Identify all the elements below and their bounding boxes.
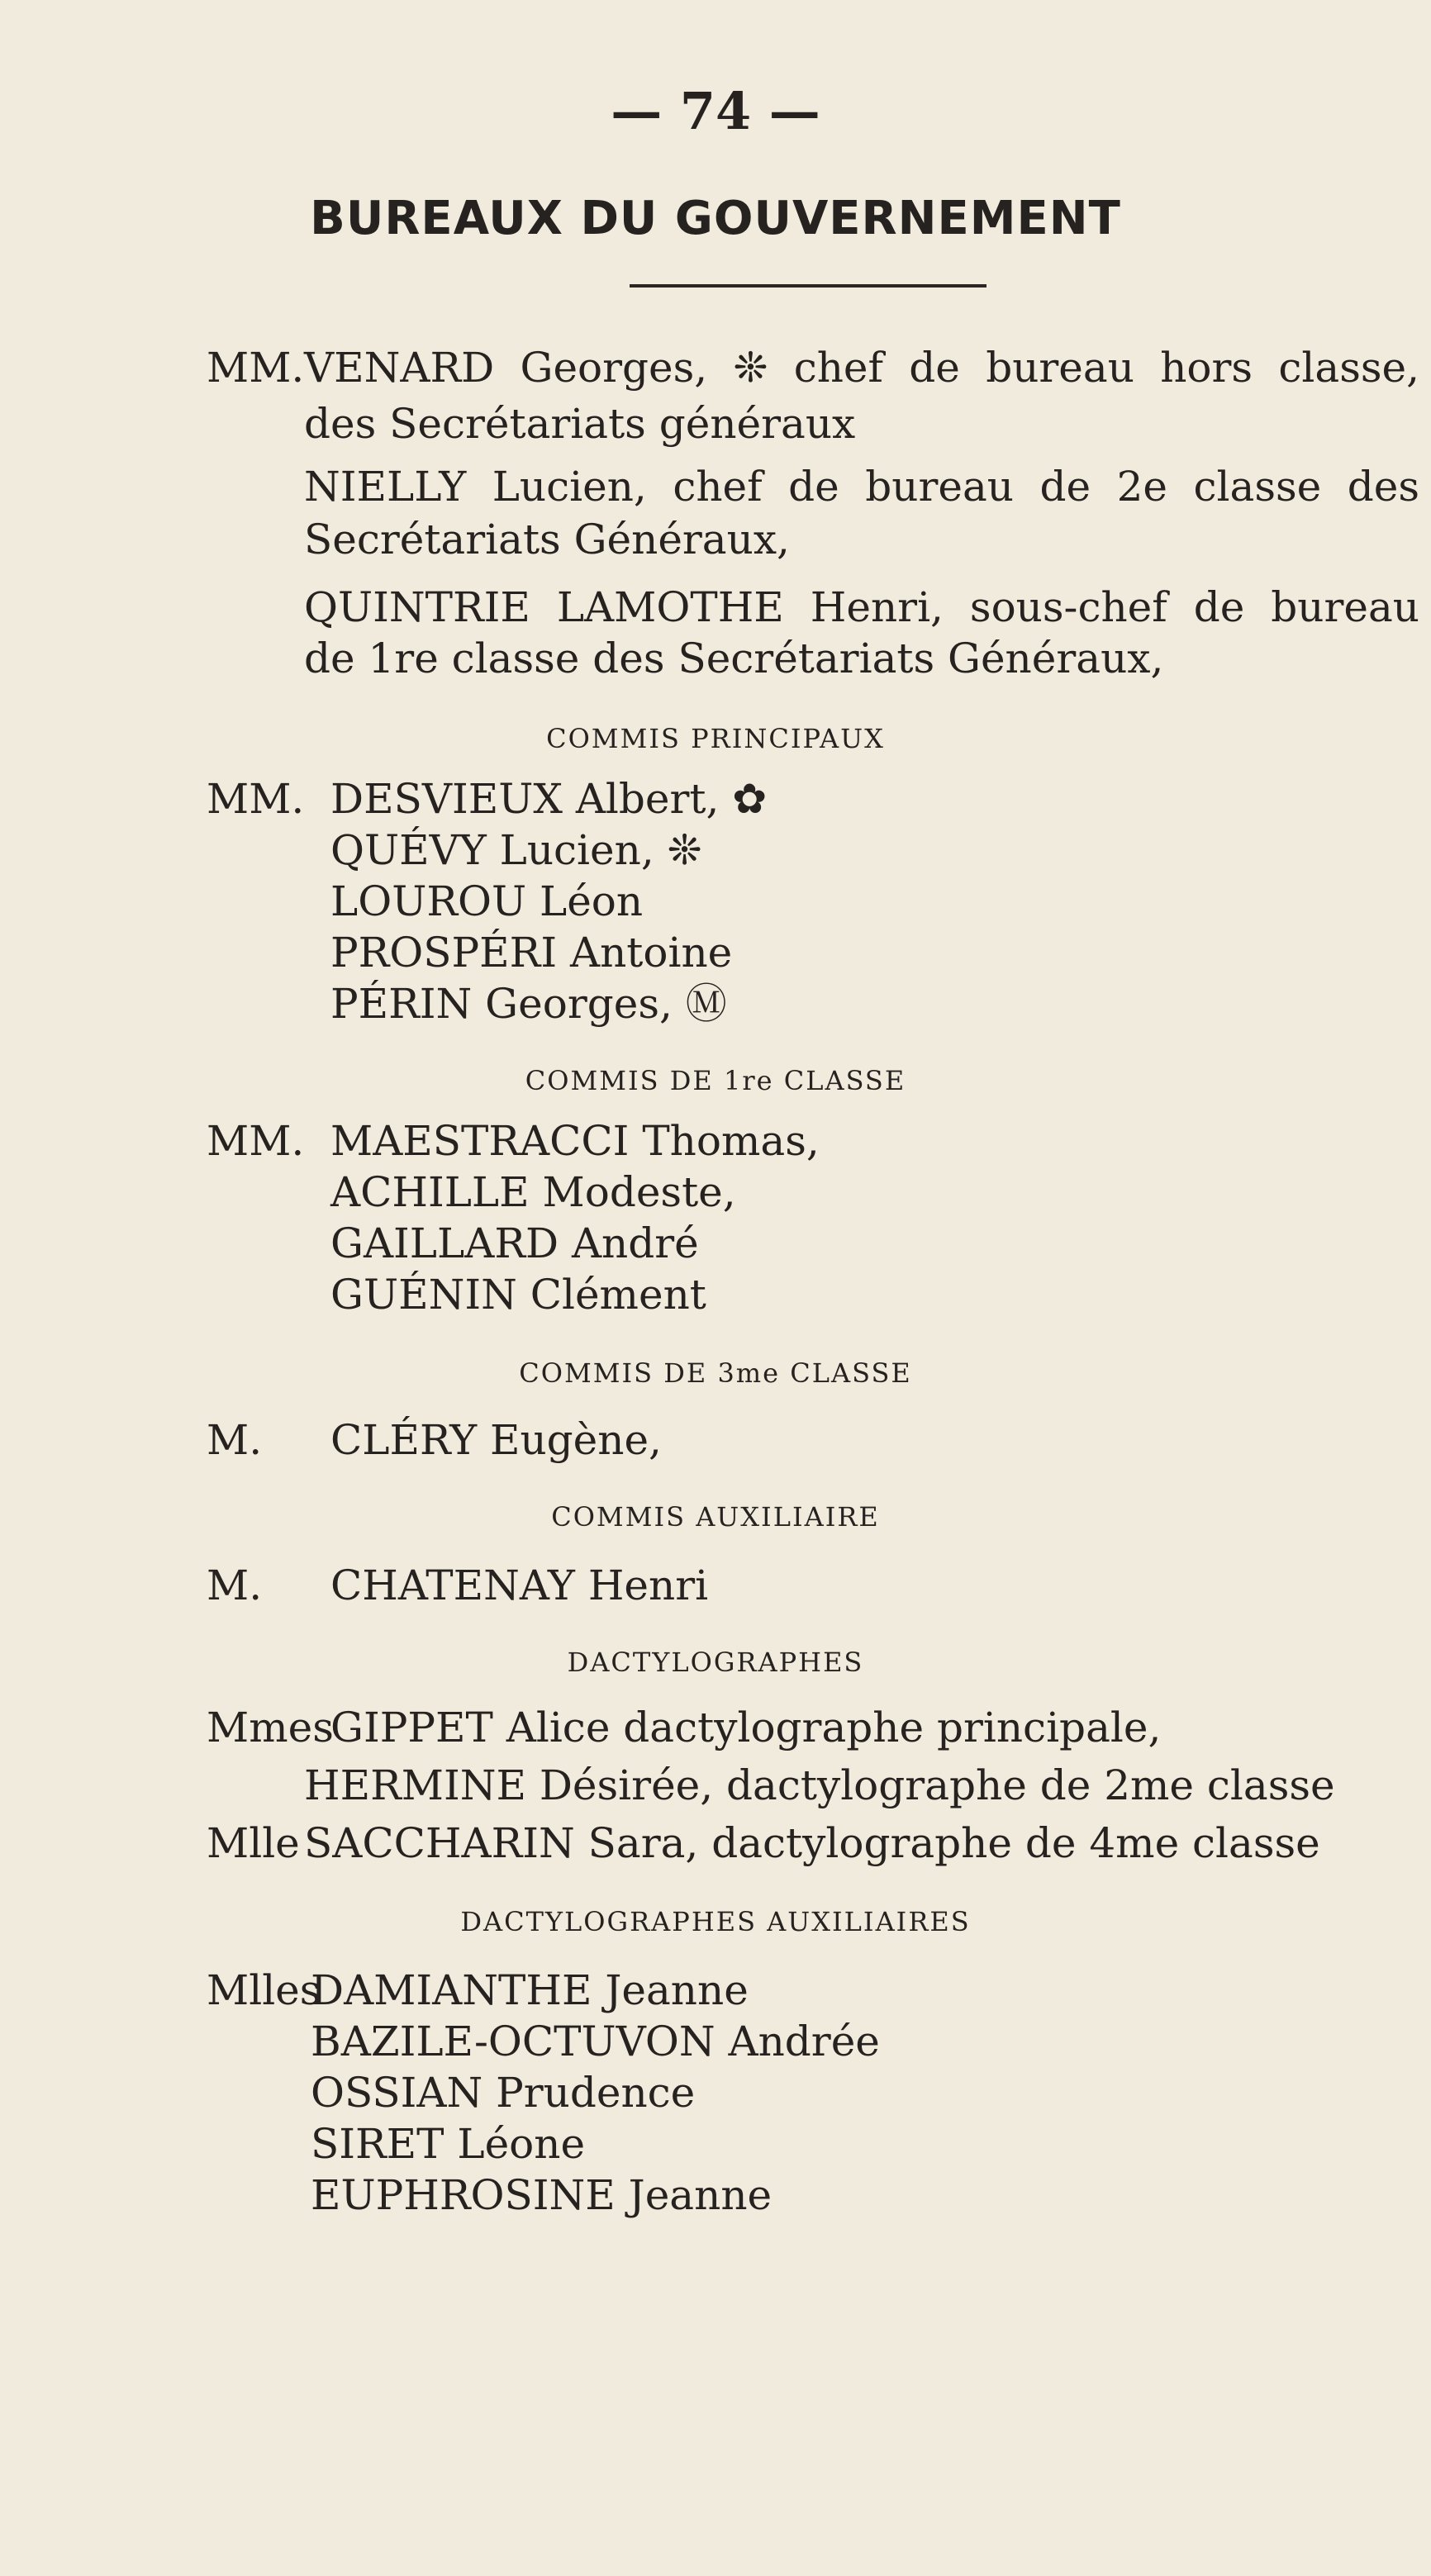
prefix-mlle: Mlle bbox=[207, 1819, 300, 1867]
member-ossian: OSSIAN Prudence bbox=[311, 2069, 696, 2117]
member-clery: CLÉRY Eugène, bbox=[330, 1416, 662, 1464]
member-chatenay: CHATENAY Henri bbox=[330, 1561, 709, 1609]
heading-commis-3me-classe: COMMIS DE 3me CLASSE bbox=[519, 1357, 912, 1389]
title-rule bbox=[630, 284, 986, 288]
page-title: BUREAUX DU GOUVERNEMENT bbox=[310, 192, 1121, 245]
member-euphrosine: EUPHROSINE Jeanne bbox=[311, 2171, 773, 2219]
prefix-mm: MM. bbox=[207, 775, 305, 823]
member-prosperi: PROSPÉRI Antoine bbox=[330, 929, 733, 977]
entry-quintrie-line2: de 1re classe des Secrétariats Généraux, bbox=[304, 634, 1164, 682]
prefix-mm: MM. bbox=[207, 344, 305, 392]
heading-dactylographes: DACTYLOGRAPHES bbox=[567, 1647, 864, 1678]
prefix-m: M. bbox=[207, 1416, 263, 1464]
member-damianthe: DAMIANTHE Jeanne bbox=[311, 1966, 749, 2014]
member-hermine: HERMINE Désirée, dactylographe de 2me classe bbox=[304, 1761, 1335, 1809]
member-achille: ACHILLE Modeste, bbox=[330, 1168, 736, 1216]
entry-nielly-line1: NIELLY Lucien, chef de bureau de 2e classe des bbox=[304, 463, 1419, 511]
member-maestracci: MAESTRACCI Thomas, bbox=[330, 1117, 820, 1165]
page-number: — 74 — bbox=[611, 81, 820, 141]
member-saccharin: SACCHARIN Sara, dactylographe de 4me classe bbox=[304, 1819, 1320, 1867]
member-quevy: QUÉVY Lucien, ❊ bbox=[330, 826, 702, 874]
prefix-mm: MM. bbox=[207, 1117, 305, 1165]
entry-venard-line2: des Secrétariats généraux bbox=[304, 400, 856, 448]
prefix-mmes: Mmes bbox=[207, 1704, 334, 1751]
member-siret: SIRET Léone bbox=[311, 2120, 586, 2168]
member-desvieux: DESVIEUX Albert, ✿ bbox=[330, 775, 768, 823]
prefix-mlles: Mlles bbox=[207, 1966, 321, 2014]
heading-dactylographes-auxiliaires: DACTYLOGRAPHES AUXILIAIRES bbox=[460, 1906, 971, 1937]
entry-nielly-line2: Secrétariats Généraux, bbox=[304, 516, 790, 563]
heading-commis-1re-classe: COMMIS DE 1re CLASSE bbox=[525, 1065, 906, 1096]
heading-commis-principaux: COMMIS PRINCIPAUX bbox=[546, 723, 885, 754]
member-guenin: GUÉNIN Clément bbox=[330, 1271, 706, 1319]
entry-venard-line1: VENARD Georges, ❊ chef de bureau hors classe, bbox=[304, 344, 1419, 392]
member-gippet: GIPPET Alice dactylographe principale, bbox=[330, 1704, 1162, 1751]
prefix-m: M. bbox=[207, 1561, 263, 1609]
entry-quintrie-line1: QUINTRIE LAMOTHE Henri, sous-chef de bureau bbox=[304, 583, 1419, 631]
member-perin: PÉRIN Georges, Ⓜ bbox=[330, 980, 727, 1028]
heading-commis-auxiliaire: COMMIS AUXILIAIRE bbox=[551, 1501, 880, 1533]
member-gaillard: GAILLARD André bbox=[330, 1219, 699, 1267]
member-lourou: LOUROU Léon bbox=[330, 877, 644, 925]
member-bazile-octuvon: BAZILE-OCTUVON Andrée bbox=[311, 2018, 880, 2065]
